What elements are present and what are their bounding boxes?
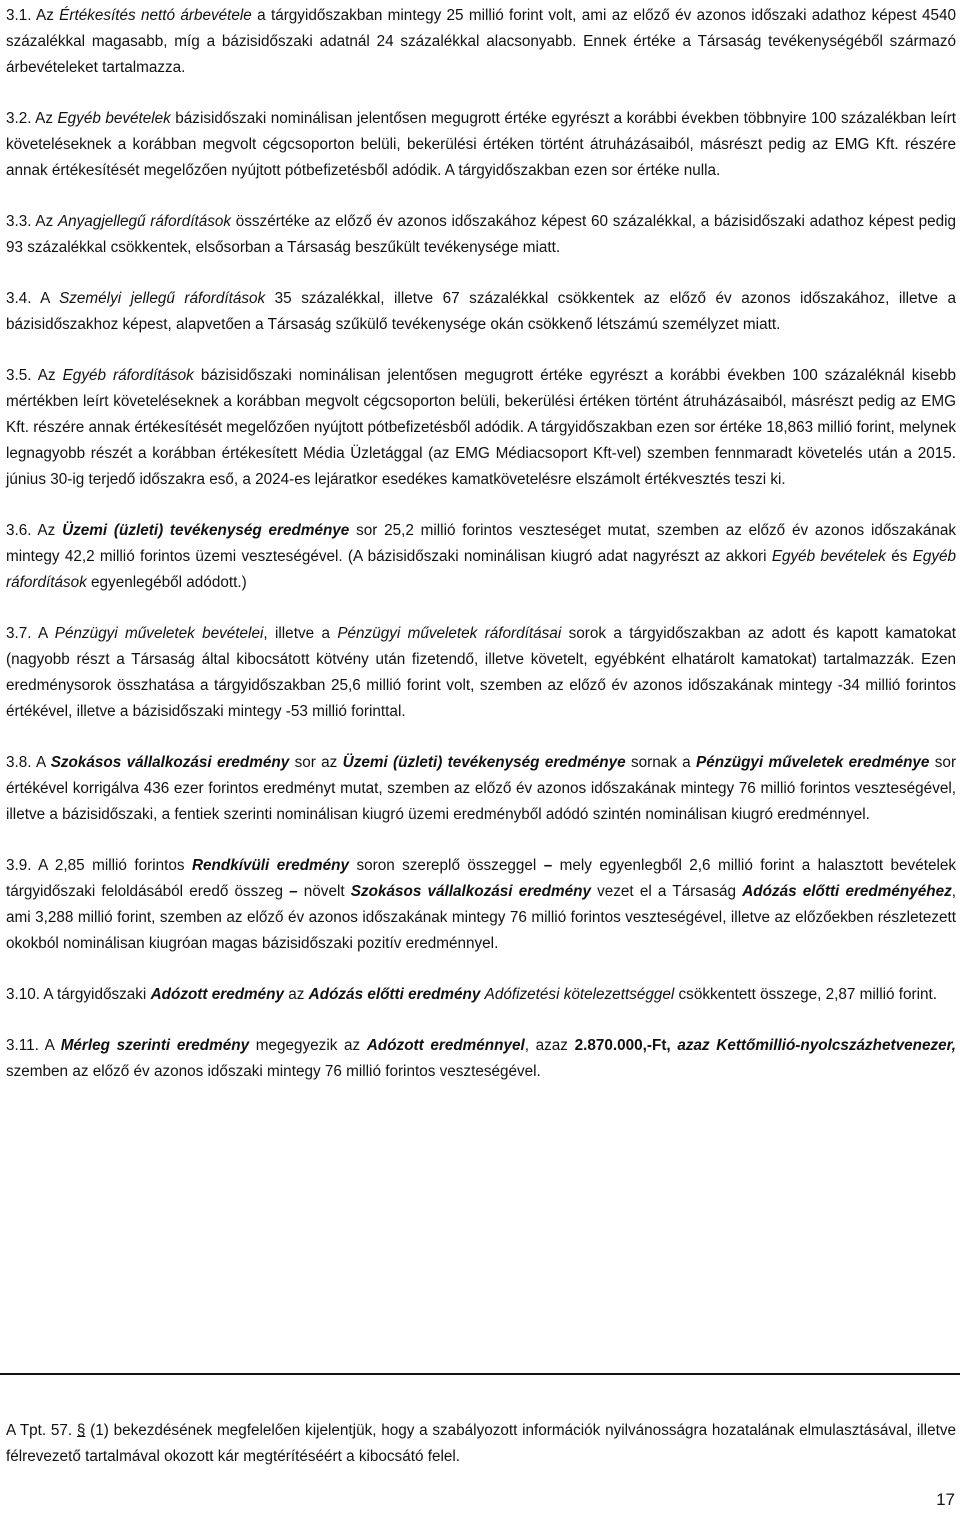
- term-italic: Pénzügyi műveletek bevételei: [54, 625, 264, 642]
- text-run: csökkentett összege, 2,87 millió forint.: [674, 986, 938, 1003]
- text-run: A: [31, 754, 51, 771]
- text-run: sor 25,2 millió forintos veszteséget mutat, szemben az előző év azonos időszakának mintegy 42,2 millió forintos üzemi veszteségével. (A bázisidőszaki nominálisan kiugró adat nagyrészt az akkori: [6, 522, 956, 565]
- paragraph-3-11: [6, 1033, 956, 1085]
- paragraph-3-9: [6, 853, 956, 957]
- section-number: 3.9.: [6, 857, 32, 874]
- text-run: Az: [31, 110, 58, 127]
- term-bold-italic: azaz Kettőmillió-nyolcszázhetvenezer,: [677, 1037, 956, 1054]
- text-run: szemben az előző év azonos időszaki mintegy 76 millió forintos veszteségével.: [6, 1063, 541, 1080]
- text-run: megegyezik az: [249, 1037, 367, 1054]
- text-run: A: [31, 625, 55, 642]
- text-run: a tárgyidőszakban mintegy 25 millió forint volt, ami az előző év azonos időszaki adathoz képest 4540 százalékkal magasabb, míg a bázisidőszaki adatnál 24 százalékkal alacsonyabb. Ennek értéke a Társaság tevékenységéből származó árbevételeket tartalmazza.: [6, 7, 956, 76]
- text-run: sor az: [289, 754, 343, 771]
- term-italic: Személyi jellegű ráfordítások: [59, 290, 266, 307]
- notice-text: (1) bekezdésének megfelelően kijelentjük, hogy a szabályozott információk nyilvánosságra hozatalának elmulasztásával, illetve félrevezető tartalmával okozott kár megtérítéséért a kibocsátó felel.: [6, 1422, 956, 1465]
- section-number: 3.5.: [6, 367, 32, 384]
- text-run: A: [38, 1037, 61, 1054]
- term-bold-italic: Szokásos vállalkozási eredmény: [50, 754, 290, 771]
- text-run: Az: [31, 367, 63, 384]
- text-run: , ami 3,288 millió forint, szemben az előző év azonos időszakának mintegy 76 millió forintos veszteségével, illetve az előzőekben részletezett okokból nominálisan kiugróan magas bázisidőszaki pozitív eredménnyel.: [6, 883, 956, 952]
- text-run: sornak a: [625, 754, 697, 771]
- term-bold-italic: Szokásos vállalkozási eredmény: [350, 883, 591, 900]
- term-italic: Értékesítés nettó árbevétele: [59, 7, 252, 24]
- page-number: 17: [936, 1490, 955, 1509]
- text-run: bázisidőszaki nominálisan jelentősen megugrott értéke egyrészt a korábbi években többnyire 100 százalékban leírt követeléseknek a korábban megvolt cégcsoporton belüli, bekerülési értéken történt átruházásaiból, másrészt pedig az EMG Kft. részére annak értékesítését megelőzően nyújtott pótbefizetésből adódik. A tárgyidőszakban ezen sor értéke nulla.: [6, 110, 956, 179]
- paragraph-3-8: [6, 750, 956, 828]
- section-number: 3.1.: [6, 7, 32, 24]
- term-bold-italic: Adózott eredménnyel: [366, 1037, 525, 1054]
- text-run: sor értékével korrigálva 436 ezer forintos eredményt mutat, szemben az előző év azonos időszakának mintegy 76 millió forintos veszteségével, illetve a bázisidőszaki, a fentiek szerinti nominálisan kiugró üzemi eredményből adódó szintén nominálisan kiugró eredménnyel.: [6, 754, 957, 823]
- text-run: vezet el a Társaság: [590, 883, 743, 900]
- term-bold-italic: Adózott eredmény: [150, 986, 285, 1003]
- term-bold-italic: Pénzügyi műveletek eredménye: [696, 754, 930, 771]
- term-italic: Adófizetési kötelezettséggel: [484, 986, 675, 1003]
- amount-bold: 2.870.000,-Ft,: [574, 1037, 671, 1054]
- term-bold-italic: Üzemi (üzleti) tevékenység eredménye: [342, 754, 626, 771]
- text-run: , illetve a: [263, 625, 338, 642]
- liability-notice: [6, 1418, 956, 1470]
- section-number: 3.10.: [6, 986, 41, 1003]
- text-run: egyenlegéből adódott.): [86, 574, 247, 591]
- section-sign: §: [76, 1422, 86, 1439]
- text-run: soron szereplő összeggel: [349, 857, 544, 874]
- term-bold-italic: Adózás előtti eredményéhez: [742, 883, 952, 900]
- term-italic: Egyéb ráfordítások: [6, 548, 956, 591]
- term-italic: Anyagjellegű ráfordítások: [57, 213, 232, 230]
- report-body: [6, 3, 956, 1110]
- text-run: bázisidőszaki nominálisan jelentősen megugrott értéke egyrészt a korábbi években 100 százaléknál kisebb mértékben leírt követeléseknek a korábban megvolt cégcsoporton belüli, bekerülési értéken történt átruházásaiból, másrészt pedig az EMG Kft. részére annak értékesítését megelőzően nyújtott pótbefizetésből adódik. A tárgyidőszakban ezen sor értéke 18,863 millió forint, melynek legnagyobb részét a korábban értékesített Média Üzletággal (az EMG Médiacsoport Kft-vel) szemben fennmaradt követelés után a 2015. június 30-ig terjedő időszakra eső, a 2024-es lejáratkor esedékes kamatkövetelésre elszámolt értékvesztés teszi ki.: [6, 367, 956, 488]
- text-run: Az: [31, 7, 60, 24]
- text-run: sorok a tárgyidőszakban az adott és kapott kamatokat (nagyobb részt a Társaság által kibocsátott kötvény után fizetendő, illetve követelt, egyébként elhatárolt kamatokat) tartalmazzák. Ezen eredménysorok összhatása a tárgyidőszakban 25,6 millió forint volt, szemben az előző év azonos időszakának mintegy -34 millió forintos értékével, illetve a bázisidőszaki mintegy -53 millió forinttal.: [6, 625, 956, 720]
- paragraph-3-7: [6, 621, 956, 725]
- paragraph-3-2: [6, 106, 956, 184]
- notice-prefix: A Tpt. 57.: [6, 1422, 77, 1439]
- text-run: az: [284, 986, 309, 1003]
- section-number: 3.6.: [6, 522, 32, 539]
- text-run: A 2,85 millió forintos: [31, 857, 192, 874]
- text-run: Az: [31, 213, 58, 230]
- section-number: 3.7.: [6, 625, 32, 642]
- term-bold-italic: Rendkívüli eredmény: [191, 857, 350, 874]
- term-bold-italic: Mérleg szerinti eredmény: [60, 1037, 250, 1054]
- paragraph-3-3: [6, 209, 956, 261]
- section-number: 3.4.: [6, 290, 32, 307]
- text-run: és: [885, 548, 913, 565]
- term-italic: Egyéb bevételek: [771, 548, 886, 565]
- text-run: , azaz: [524, 1037, 575, 1054]
- section-number: 3.11.: [6, 1037, 39, 1054]
- paragraph-3-1: [6, 3, 956, 81]
- paragraph-3-10: [6, 982, 956, 1008]
- text-run: A: [31, 290, 60, 307]
- section-number: 3.8.: [6, 754, 32, 771]
- text-run: összértéke az előző év azonos időszakához képest 60 százalékkal, a bázisidőszaki adathoz képest pedig 93 százalékkal csökkentek, elsősorban a Társaság beszűkült tevékenysége miatt.: [6, 213, 957, 256]
- term-italic: Egyéb ráfordítások: [62, 367, 194, 384]
- paragraph-3-6: [6, 518, 956, 596]
- text-run: növelt: [297, 883, 351, 900]
- text-run: A tárgyidőszaki: [40, 986, 151, 1003]
- section-number: 3.2.: [6, 110, 32, 127]
- text-run: Az: [31, 522, 63, 539]
- term-bold-italic: Adózás előtti eredmény: [308, 986, 481, 1003]
- paragraph-3-5: [6, 363, 956, 493]
- term-bold-italic: Üzemi (üzleti) tevékenység eredménye: [62, 522, 350, 539]
- dash-bold: –: [289, 883, 298, 900]
- term-italic: Egyéb bevételek: [57, 110, 171, 127]
- text-run: 35 százalékkal, illetve 67 százalékkal csökkentek az előző év azonos időszakához, illetve a bázisidőszakhoz képest, alapvetően a Társaság szűkülő tevékenysége okán csökkenő létszámú személyzet miatt.: [6, 290, 956, 333]
- term-italic: Pénzügyi műveletek ráfordításai: [337, 625, 562, 642]
- section-divider: [0, 1373, 960, 1375]
- paragraph-3-4: [6, 286, 956, 338]
- dash-bold: –: [543, 857, 553, 874]
- section-number: 3.3.: [6, 213, 32, 230]
- text-run: mely egyenlegből 2,6 millió forint a halasztott bevételek tárgyidőszaki feloldásából eredő összeg: [6, 857, 957, 900]
